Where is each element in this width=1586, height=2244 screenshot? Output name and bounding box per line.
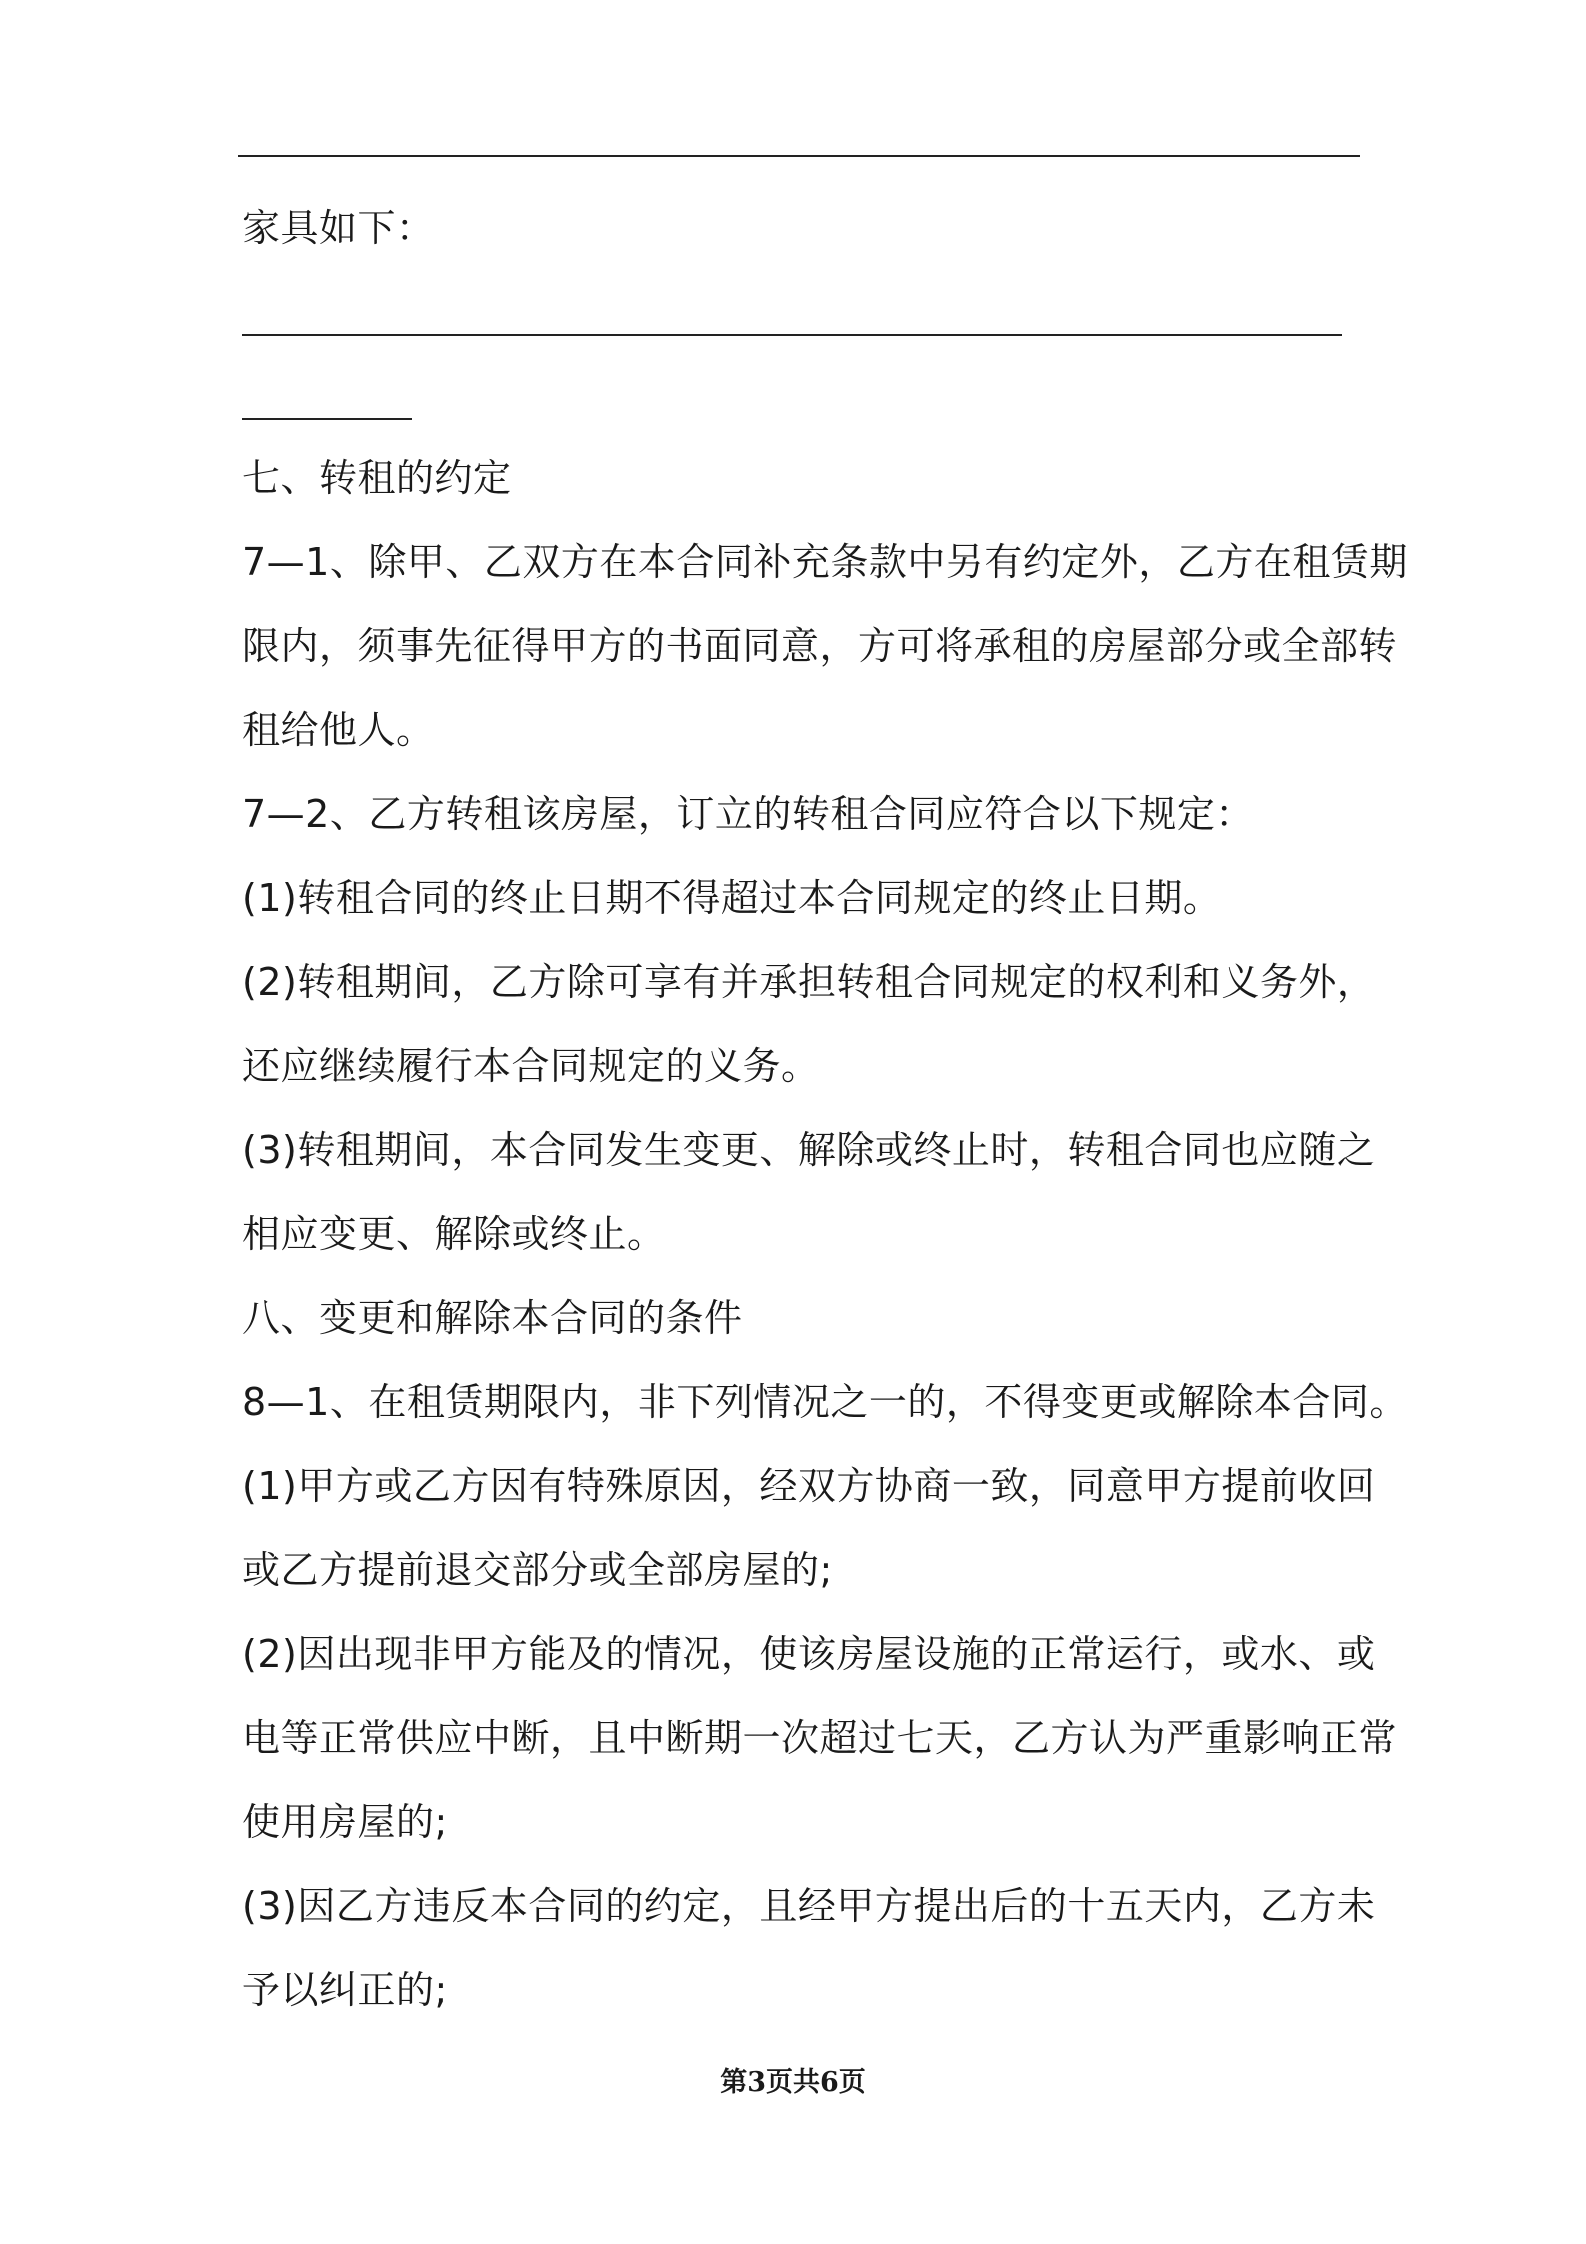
text-line: (2)转租期间，乙方除可享有并承担转租合同规定的权利和义务外， bbox=[242, 960, 1376, 1004]
fill-in-blank-line bbox=[242, 334, 1342, 336]
text-line: (3)因乙方违反本合同的约定，且经甲方提出后的十五天内，乙方未 bbox=[242, 1884, 1376, 1928]
text-line: 电等正常供应中断，且中断期一次超过七天，乙方认为严重影响正常 bbox=[242, 1716, 1398, 1760]
fill-in-blank-line bbox=[242, 418, 412, 420]
text-line: 7—2、乙方转租该房屋，订立的转租合同应符合以下规定： bbox=[242, 792, 1254, 836]
text-line: (2)因出现非甲方能及的情况，使该房屋设施的正常运行，或水、或 bbox=[242, 1632, 1376, 1676]
text-line: 或乙方提前退交部分或全部房屋的; bbox=[242, 1548, 833, 1592]
text-line: (1)甲方或乙方因有特殊原因，经双方协商一致，同意甲方提前收回 bbox=[242, 1464, 1376, 1508]
text-line: 予以纠正的; bbox=[242, 1968, 448, 2012]
section-heading: 八、变更和解除本合同的条件 bbox=[242, 1296, 743, 1340]
text-line: 相应变更、解除或终止。 bbox=[242, 1212, 666, 1256]
text-line: 8—1、在租赁期限内，非下列情况之一的，不得变更或解除本合同。 bbox=[242, 1380, 1408, 1424]
text-line: (1)转租合同的终止日期不得超过本合同规定的终止日期。 bbox=[242, 876, 1222, 920]
text-line: (3)转租期间，本合同发生变更、解除或终止时，转租合同也应随之 bbox=[242, 1128, 1376, 1172]
header-rule bbox=[238, 155, 1360, 157]
section-heading: 七、转租的约定 bbox=[242, 456, 512, 500]
text-line: 7—1、除甲、乙双方在本合同补充条款中另有约定外，乙方在租赁期 bbox=[242, 540, 1408, 584]
page-number-footer: 第3页共6页 bbox=[720, 2067, 866, 2098]
text-line: 限内，须事先征得甲方的书面同意，方可将承租的房屋部分或全部转 bbox=[242, 624, 1398, 668]
text-line: 使用房屋的; bbox=[242, 1800, 448, 1844]
text-line-furniture-heading: 家具如下： bbox=[242, 206, 435, 250]
text-line: 还应继续履行本合同规定的义务。 bbox=[242, 1044, 820, 1088]
text-line: 租给他人。 bbox=[242, 708, 435, 752]
